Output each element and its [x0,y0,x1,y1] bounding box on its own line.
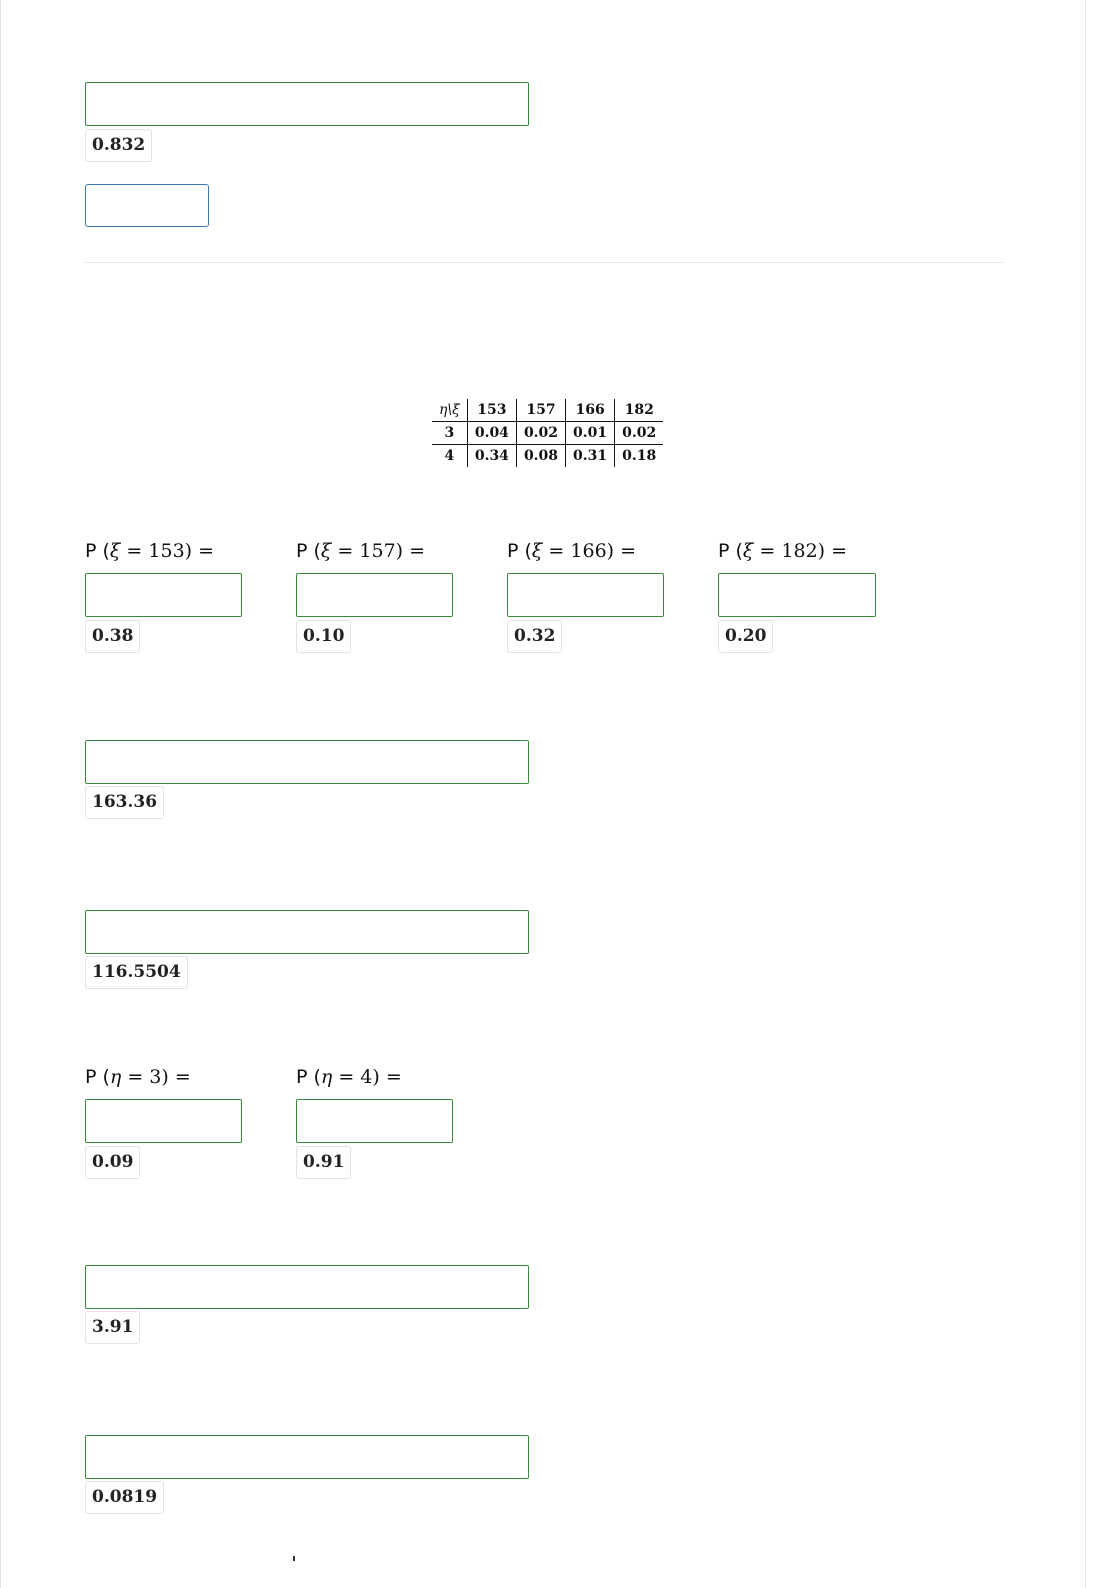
table-row [432,445,663,468]
table-cell: 0.31 [566,445,615,468]
stray-mark [293,1556,295,1561]
table-cell: 0.02 [615,422,664,445]
answer-input-short[interactable] [85,184,209,227]
page-frame-right [1085,0,1086,1588]
answer-badge-q1: 0.832 [85,129,152,162]
answer-input-xi-166[interactable] [507,573,664,617]
answer-badge-xi-166: 0.32 [507,620,562,653]
table-cell: 0.04 [467,422,516,445]
answer-badge-variance-xi: 116.5504 [85,956,188,989]
answer-input-q1[interactable] [85,82,529,126]
table-cell: 0.34 [467,445,516,468]
table-cell: 0.18 [615,445,664,468]
answer-badge-expectation-eta: 3.91 [85,1311,140,1344]
answer-badge-expectation-xi: 163.36 [85,786,164,819]
prob-label-eta-3: P (η = 3) = [85,1066,191,1088]
answer-badge-xi-153: 0.38 [85,620,140,653]
answer-input-eta-4[interactable] [296,1099,453,1143]
answer-input-xi-153[interactable] [85,573,242,617]
answer-badge-xi-157: 0.10 [296,620,351,653]
answer-input-variance-xi[interactable] [85,910,529,954]
table-row-header: 4 [432,445,467,468]
answer-badge-eta-3: 0.09 [85,1146,140,1179]
table-cell: 0.01 [566,422,615,445]
answer-input-xi-182[interactable] [718,573,876,617]
table-cell: 0.08 [516,445,565,468]
table-col-header: 166 [566,399,615,422]
answer-input-expectation-eta[interactable] [85,1265,529,1309]
table-row [432,422,663,445]
answer-input-variance-eta[interactable] [85,1435,529,1479]
answer-badge-variance-eta: 0.0819 [85,1481,164,1514]
answer-input-expectation-xi[interactable] [85,740,529,784]
table-col-header: 157 [516,399,565,422]
joint-distribution-table [432,399,663,467]
page-frame-left [0,0,1,1588]
table-corner-cell: η\ξ [439,402,460,418]
prob-label-xi-153: P (ξ = 153) = [85,540,215,562]
table-col-header: 153 [467,399,516,422]
section-divider [85,262,1003,263]
prob-label-xi-157: P (ξ = 157) = [296,540,426,562]
answer-badge-eta-4: 0.91 [296,1146,351,1179]
table-cell: 0.02 [516,422,565,445]
table-col-header: 182 [615,399,664,422]
answer-input-eta-3[interactable] [85,1099,242,1143]
answer-badge-xi-182: 0.20 [718,620,773,653]
table-row-header: 3 [432,422,467,445]
answer-input-xi-157[interactable] [296,573,453,617]
prob-label-eta-4: P (η = 4) = [296,1066,402,1088]
prob-label-xi-182: P (ξ = 182) = [718,540,848,562]
table-header-row [432,399,663,422]
prob-label-xi-166: P (ξ = 166) = [507,540,637,562]
